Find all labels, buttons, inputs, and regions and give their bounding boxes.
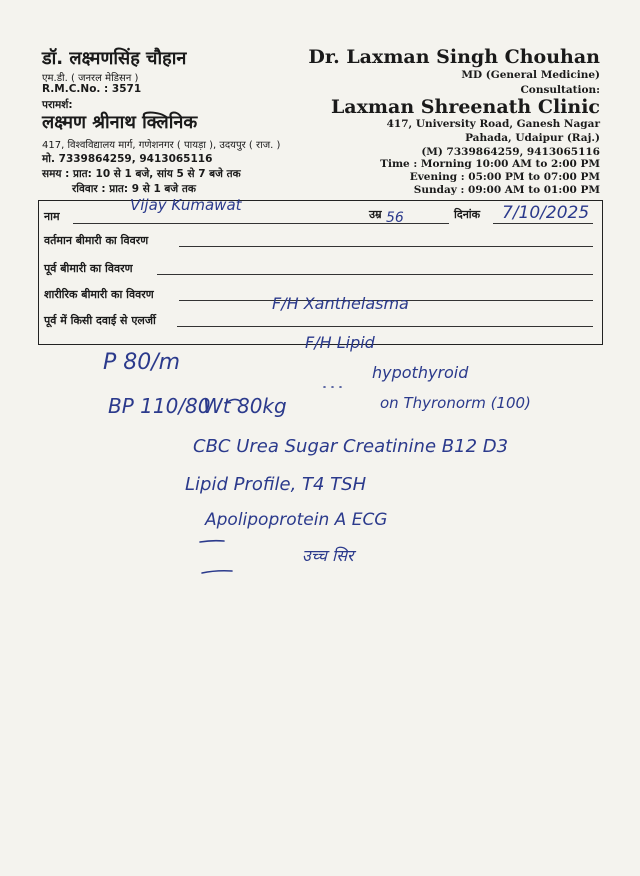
ink-tick: [226, 399, 240, 403]
handwritten-pulse: P 80/m: [103, 350, 181, 375]
address-english-line1: 417, University Road, Ganesh Nagar: [386, 118, 600, 130]
handwritten-tests-2: Lipid Profile, T4 TSH: [185, 474, 367, 495]
timing-hindi: समय : प्रात: 10 से 1 बजे, सांय 5 से 7 बजे तक: [42, 168, 241, 180]
handwritten-weight: Wt 80kg: [203, 394, 287, 418]
age-label: उम्र: [369, 208, 382, 221]
sunday-timing-hindi: रविवार : प्रात: 9 से 1 बजे तक: [72, 183, 196, 195]
handwritten-bp: BP 110/80: [108, 394, 211, 418]
ink-dash-2: [202, 571, 232, 573]
handwritten-note-3: hypothyroid: [372, 363, 469, 382]
physical-illness-label: शारीरिक बीमारी का विवरण: [44, 288, 154, 301]
rmc-number: R.M.C.No. : 3571: [42, 83, 142, 95]
clinic-name-hindi: लक्ष्मण श्रीनाथ क्लिनिक: [42, 112, 198, 133]
time-evening: Evening : 05:00 PM to 07:00 PM: [409, 171, 600, 183]
ink-dash-1: [200, 541, 224, 542]
handwritten-tests-4: उच्च सिर: [302, 546, 354, 565]
consult-label-hindi: परामर्श:: [42, 99, 73, 111]
doctor-name-hindi: डॉ. लक्ष्मणसिंह चौहान: [42, 48, 187, 69]
doctor-name-english: Dr. Laxman Singh Chouhan: [308, 46, 600, 68]
current-illness-label: वर्तमान बीमारी का विवरण: [44, 234, 149, 247]
handwritten-note-1: F/H Xanthelasma: [272, 294, 409, 313]
date-label: दिनांक: [454, 208, 481, 221]
degree-hindi: एम.डी. ( जनरल मेडिसन ): [42, 73, 139, 84]
clinic-name-english: Laxman Shreenath Clinic: [330, 96, 600, 118]
degree-english: MD (General Medicine): [461, 69, 600, 81]
time-morning: Time : Morning 10:00 AM to 2:00 PM: [380, 158, 600, 170]
handwritten-date: 7/10/2025: [502, 203, 590, 223]
handwritten-patient-name: Vijay Kumawat: [130, 196, 242, 214]
handwritten-note-4: on Thyronorm (100): [380, 394, 531, 412]
handwritten-note-2: F/H Lipid: [305, 333, 375, 352]
mobile-hindi: मो. 7339864259, 9413065116: [42, 153, 213, 165]
handwritten-tests-1: CBC Urea Sugar Creatinine B12 D3: [193, 436, 509, 457]
time-sunday: Sunday : 09:00 AM to 01:00 PM: [413, 184, 600, 196]
address-hindi: 417, विश्वविद्यालय मार्ग, गणेशनगर ( पायड़ा ), उदयपुर ( राज. ): [42, 140, 281, 151]
handwritten-age: 56: [386, 210, 404, 226]
name-label: नाम: [44, 210, 60, 223]
address-english-line2: Pahada, Udaipur (Raj.): [465, 132, 600, 144]
consult-label-english: Consultation:: [520, 84, 600, 96]
past-illness-label: पूर्व बीमारी का विवरण: [44, 262, 133, 275]
handwritten-tests-3: Apolipoprotein A ECG: [205, 510, 388, 530]
allergy-label: पूर्व में किसी दवाई से एलर्जी: [44, 314, 156, 327]
mobile-english: (M) 7339864259, 9413065116: [421, 146, 600, 158]
